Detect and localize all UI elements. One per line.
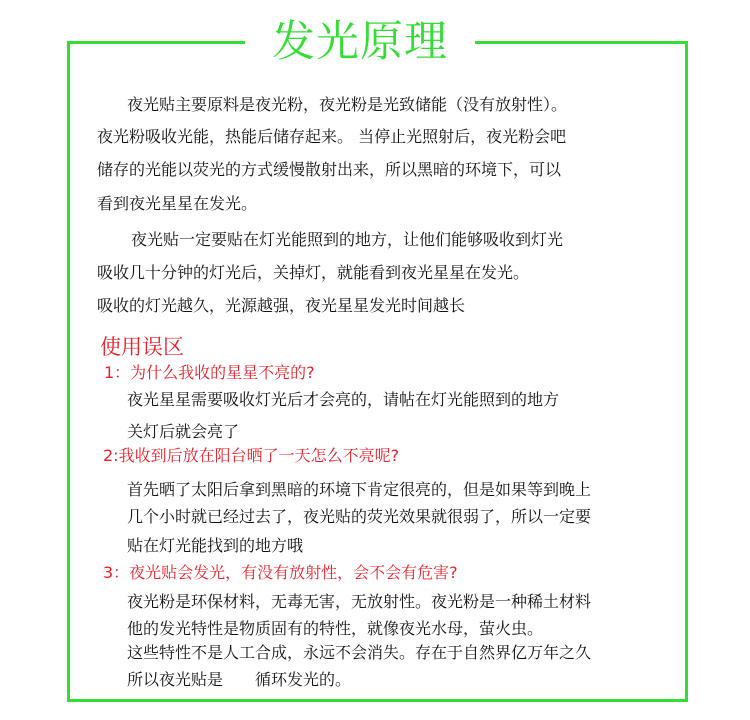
principle-line: 夜光贴主要原料是夜光粉，夜光粉是光致储能（没有放射性）。 <box>127 95 568 114</box>
misuse-heading: 使用误区 <box>100 335 184 359</box>
question-2: 2:我收到后放在阳台晒了一天怎么不亮呢? <box>103 446 400 465</box>
principle-line: 夜光贴一定要贴在灯光能照到的地方，让他们能够吸收到灯光 <box>131 230 564 249</box>
answer-line: 贴在灯光能找到的地方哦 <box>127 536 304 555</box>
principle-line: 吸收几十分钟的灯光后，关掉灯，就能看到夜光星星在发光。 <box>97 263 530 282</box>
principle-line: 看到夜光星星在发光。 <box>97 194 258 213</box>
answer-line: 首先晒了太阳后拿到黑暗的环境下肯定很亮的，但是如果等到晚上 <box>127 480 592 499</box>
question-3: 3：夜光贴会发光，有没有放射性，会不会有危害? <box>103 563 458 582</box>
question-1: 1：为什么我收的星星不亮的? <box>104 363 315 382</box>
answer-line: 所以夜光贴是 循环发光的。 <box>127 670 352 689</box>
answer-line: 他的发光特性是物质固有的特性，就像夜光水母，萤火虫。 <box>127 619 544 638</box>
principle-line: 储存的光能以荧光的方式缓慢散射出来，所以黑暗的环境下，可以 <box>97 160 562 179</box>
principle-line: 夜光粉吸收光能，热能后储存起来。 当停止光照射后，夜光粉会吧 <box>97 127 567 146</box>
principle-line: 吸收的灯光越久，光源越强，夜光星星发光时间越长 <box>97 296 466 315</box>
answer-line: 这些特性不是人工合成，永远不会消失。存在于自然界亿万年之久 <box>127 643 592 662</box>
page-title: 发光原理 <box>245 14 475 70</box>
answer-line: 夜光星星需要吸收灯光后才会亮的，请帖在灯光能照到的地方 <box>127 390 560 409</box>
answer-line: 关灯后就会亮了 <box>127 422 240 441</box>
answer-line: 几个小时就已经过去了，夜光贴的荧光效果就很弱了，所以一定要 <box>127 507 592 526</box>
answer-line: 夜光粉是环保材料，无毒无害，无放射性。夜光粉是一种稀土材料 <box>127 592 592 611</box>
